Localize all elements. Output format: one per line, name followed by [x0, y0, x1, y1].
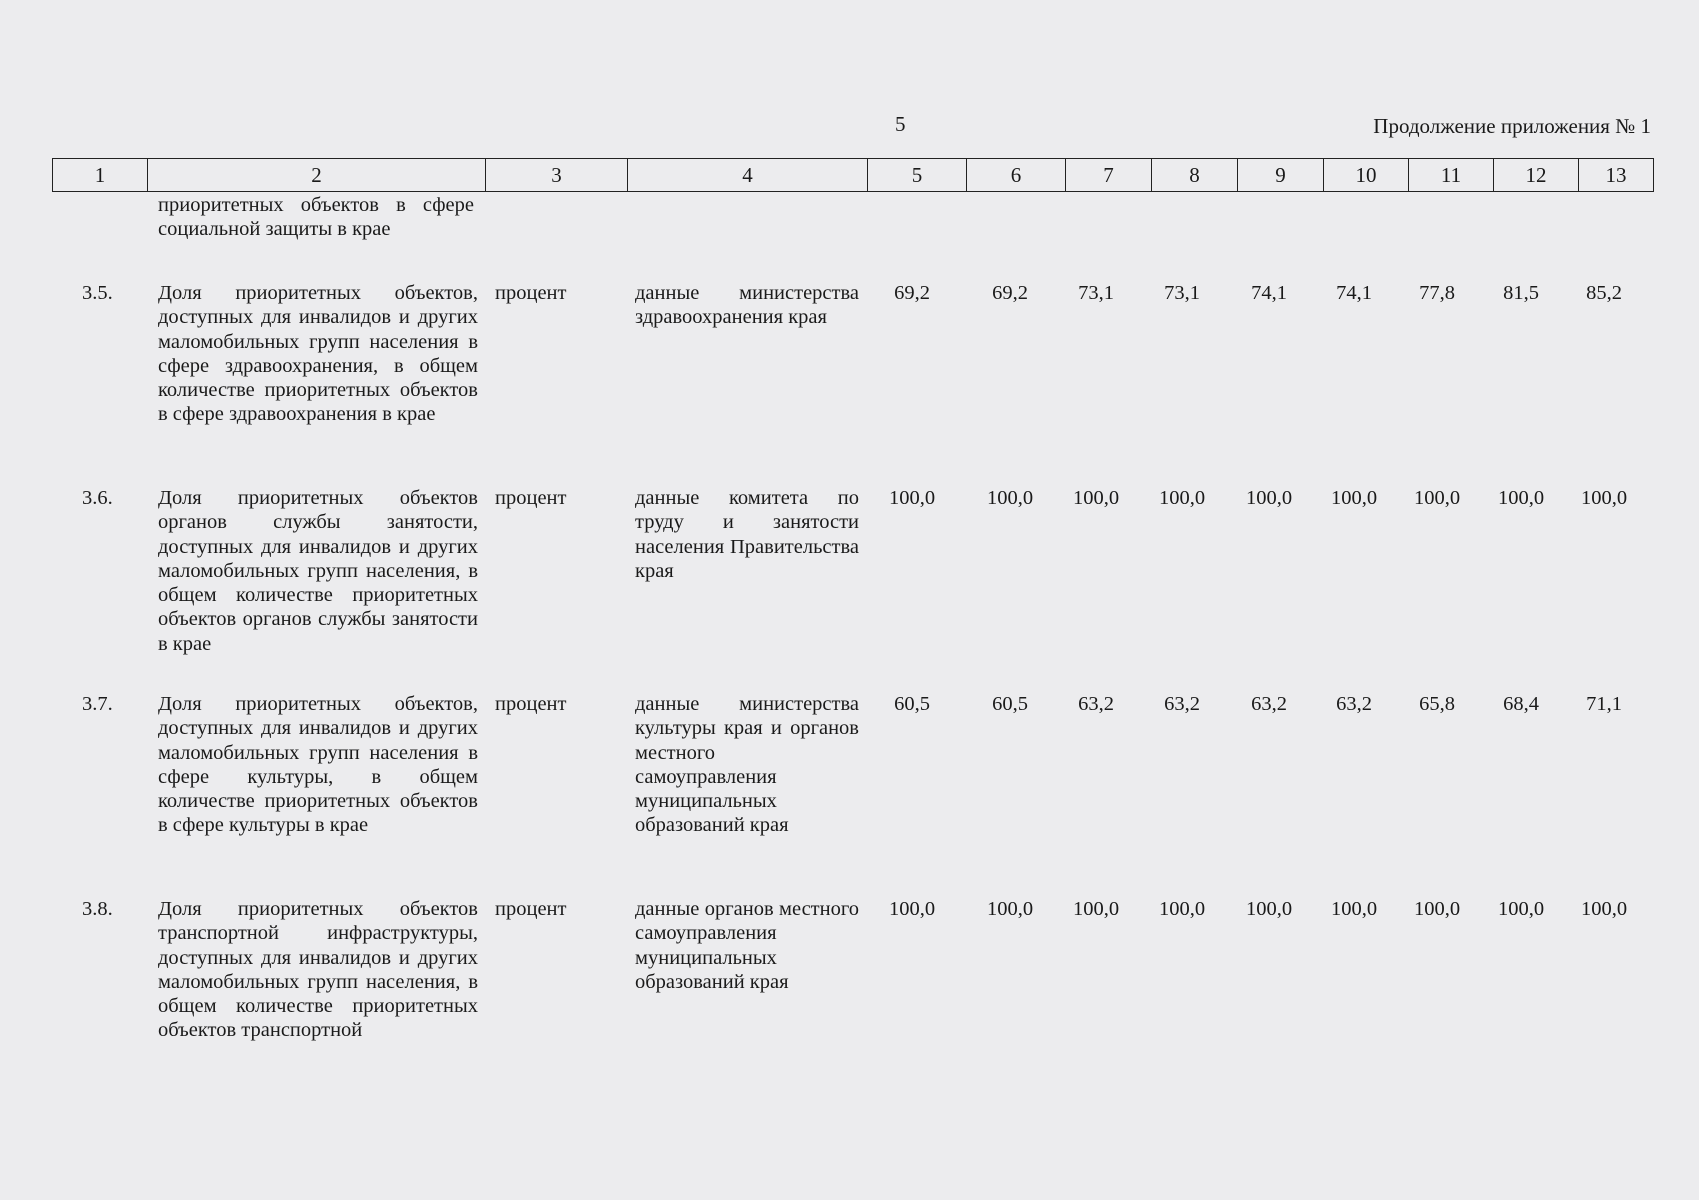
column-header: 9: [1238, 159, 1324, 192]
value-cell: 100,0: [888, 487, 936, 509]
indicator-name: Доля приоритетных объектов, доступных для инвалидов и других маломобильных групп населения в сфере культуры, в общем количестве приоритетных объектов в сфере культуры в крае: [158, 693, 478, 837]
value-cell: 100,0: [1497, 898, 1545, 920]
row-number: 3.8.: [82, 898, 113, 920]
indicator-name: Доля приоритетных объектов транспортной инфраструктуры, доступных для инвалидов и других маломобильных групп населения, в общем количестве приоритетных объектов транспортной: [158, 898, 478, 1042]
value-cell: 100,0: [1245, 487, 1293, 509]
value-cell: 73,1: [1078, 282, 1114, 304]
column-header: 7: [1066, 159, 1152, 192]
value-cell: 100,0: [1413, 898, 1461, 920]
value-cell: 65,8: [1419, 693, 1455, 715]
value-cell: 69,2: [992, 282, 1028, 304]
value-cell: 71,1: [1586, 693, 1622, 715]
column-header: 10: [1324, 159, 1409, 192]
indicator-name: Доля приоритетных объектов, доступных для инвалидов и других маломобильных групп населения в сфере здравоохранения, в общем количестве приоритетных объектов в сфере здравоохранения в крае: [158, 282, 478, 426]
column-header: 11: [1409, 159, 1494, 192]
value-cell: 73,1: [1164, 282, 1200, 304]
value-cell: 68,4: [1503, 693, 1539, 715]
value-cell: 81,5: [1503, 282, 1539, 304]
value-cell: 63,2: [1164, 693, 1200, 715]
continuation-label: Продолжение приложения № 1: [1373, 114, 1651, 138]
value-cell: 60,5: [894, 693, 930, 715]
value-cell: 100,0: [1158, 487, 1206, 509]
indicator-name: Доля приоритетных объектов органов службы занятости, доступных для инвалидов и других маломобильных групп населения, в общем количестве приоритетных объектов органов службы занятости в крае: [158, 487, 478, 655]
value-cell: 100,0: [986, 487, 1034, 509]
value-cell: 77,8: [1419, 282, 1455, 304]
data-source: данные органов местного самоуправления муниципальных образований края: [635, 898, 859, 993]
value-cell: 100,0: [1413, 487, 1461, 509]
data-source: данные министерства культуры края и органов местного самоуправления муниципальных образований края: [635, 693, 859, 837]
column-header: 4: [628, 159, 868, 192]
value-cell: 100,0: [1330, 487, 1378, 509]
column-header: 1: [53, 159, 148, 192]
unit: процент: [495, 282, 567, 304]
column-header: 8: [1152, 159, 1238, 192]
value-cell: 63,2: [1251, 693, 1287, 715]
carryover-indicator-text: приоритетных объектов в сфере социальной защиты в крае: [158, 194, 474, 241]
value-cell: 100,0: [1158, 898, 1206, 920]
value-cell: 100,0: [888, 898, 936, 920]
table-body: [52, 193, 1653, 1097]
table-row: [52, 897, 1653, 1097]
value-cell: 100,0: [1497, 487, 1545, 509]
column-header: 6: [967, 159, 1066, 192]
unit: процент: [495, 693, 567, 715]
page-number: 5: [895, 112, 906, 136]
value-cell: 100,0: [1580, 898, 1628, 920]
column-header: 3: [486, 159, 628, 192]
table-row: [52, 692, 1653, 897]
value-cell: 100,0: [1330, 898, 1378, 920]
data-source: данные министерства здравоохранения края: [635, 282, 859, 329]
row-number: 3.5.: [82, 282, 113, 304]
value-cell: 60,5: [992, 693, 1028, 715]
table-row: [52, 281, 1653, 486]
value-cell: 74,1: [1251, 282, 1287, 304]
column-header: 5: [868, 159, 967, 192]
value-cell: 85,2: [1586, 282, 1622, 304]
value-cell: 100,0: [986, 898, 1034, 920]
row-number: 3.6.: [82, 487, 113, 509]
value-cell: 63,2: [1336, 693, 1372, 715]
value-cell: 63,2: [1078, 693, 1114, 715]
value-cell: 100,0: [1072, 898, 1120, 920]
table-row-carryover: [52, 193, 1653, 266]
table-row: [52, 486, 1653, 692]
value-cell: 100,0: [1072, 487, 1120, 509]
unit: процент: [495, 487, 567, 509]
row-number: 3.7.: [82, 693, 113, 715]
value-cell: 100,0: [1580, 487, 1628, 509]
data-source: данные комитета по труду и занятости населения Правительства края: [635, 487, 859, 582]
value-cell: 100,0: [1245, 898, 1293, 920]
value-cell: 69,2: [894, 282, 930, 304]
column-header: 13: [1579, 159, 1654, 192]
unit: процент: [495, 898, 567, 920]
value-cell: 74,1: [1336, 282, 1372, 304]
column-number-header: [52, 158, 1654, 192]
column-header: 2: [148, 159, 486, 192]
column-header: 12: [1494, 159, 1579, 192]
